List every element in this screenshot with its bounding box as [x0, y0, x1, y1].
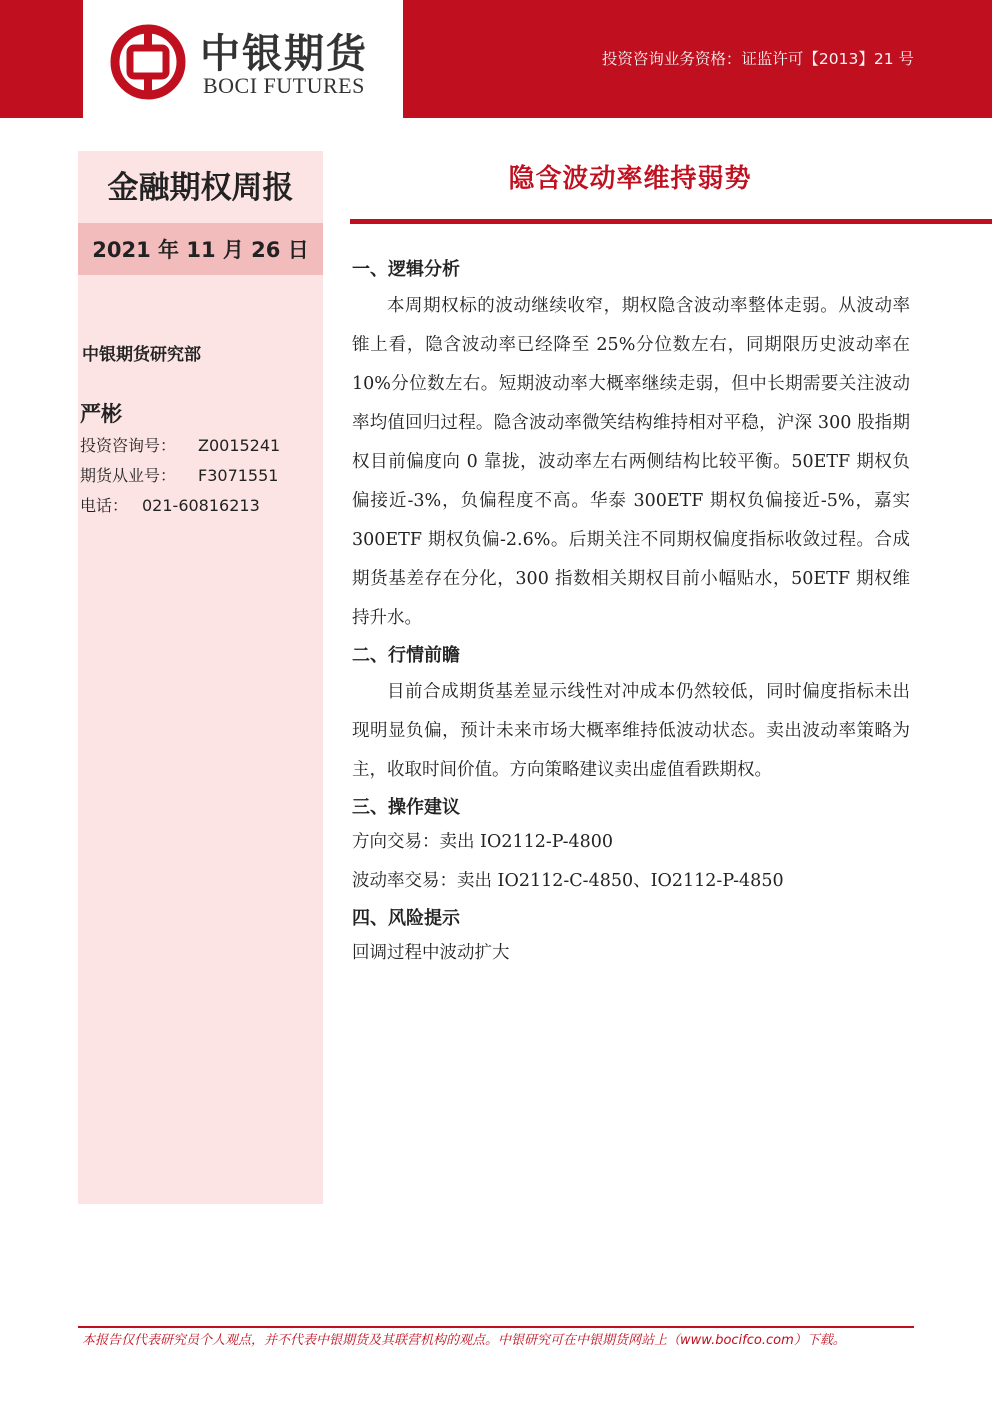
credential-value: F3071551: [198, 466, 279, 485]
sidebar-panel: [78, 151, 323, 1204]
credential-label: 电话：: [80, 496, 129, 515]
boc-logo-icon: [110, 24, 186, 100]
header-band-left: [0, 0, 83, 118]
risk-item: 回调过程中波动扩大: [352, 943, 510, 963]
section-paragraph: 本周期权标的波动继续收窄，期权隐含波动率整体走弱。从波动率锥上看，隐含波动率已经降至 25%分位数左右，同期限历史波动率在 10%分位数左右。短期波动率大概率继续走弱，但中长期需要关注波动率均值回归过程。隐含波动率微笑结构维持相对平稳，沪深 300 股指期权目前偏度向 0 靠拢，波动率左右两侧结构比较平衡。50ETF 期权负偏接近-3%，负偏程度不高。华泰 300ETF 期权负偏接近-5%，嘉实 300ETF 期权负偏-2.6%。后期关注不同期权偏度指标收敛过程。合成期货基差存在分化，300 指数相关期权目前小幅贴水，50ETF 期权维持升水。: [352, 296, 910, 628]
credential-label: 投资咨询号：: [80, 436, 177, 455]
title-divider: [350, 219, 992, 224]
report-body: [352, 255, 910, 973]
footer-divider: [78, 1326, 914, 1328]
license-text: 投资咨询业务资格：证监许可【2013】21 号: [601, 50, 914, 68]
department-name: 中银期货研究部: [82, 345, 201, 365]
trade-suggestion-volatility: 波动率交易：卖出 IO2112-C-4850、IO2112-P-4850: [352, 871, 784, 891]
report-date: 2021 年 11 月 26 日: [92, 238, 309, 262]
logo-english-name: BOCI FUTURES: [203, 73, 365, 98]
section-heading: 三、操作建议: [352, 797, 460, 818]
section-paragraph: 目前合成期货基差显示线性对冲成本仍然较低，同时偏度指标未出现明显负偏，预计未来市场大概率维持低波动状态。卖出波动率策略为主，收取时间价值。方向策略建议卖出虚值看跌期权。: [352, 682, 910, 780]
report-title: 隐含波动率维持弱势: [508, 164, 752, 194]
report-type-title: 金融期权周报: [107, 170, 294, 206]
footer-disclaimer: 本报告仅代表研究员个人观点，并不代表中银期货及其联营机构的观点。中银研究可在中银期货网站上（www.bocifco.com）下载。: [82, 1333, 846, 1348]
credential-consult-id: [80, 433, 280, 456]
credential-license-id: [80, 463, 278, 486]
credential-value: Z0015241: [198, 436, 281, 455]
credential-label: 期货从业号：: [80, 466, 177, 485]
logo-chinese-name: 中银期货: [200, 31, 368, 77]
author-name: 严彬: [80, 402, 122, 426]
section-heading: 四、风险提示: [352, 908, 460, 929]
section-heading: 一、逻辑分析: [352, 259, 460, 280]
credential-value: 021-60816213: [142, 496, 260, 515]
trade-suggestion-direction: 方向交易：卖出 IO2112-P-4800: [352, 832, 614, 852]
credential-phone: [80, 493, 260, 516]
section-heading: 二、行情前瞻: [352, 645, 460, 666]
